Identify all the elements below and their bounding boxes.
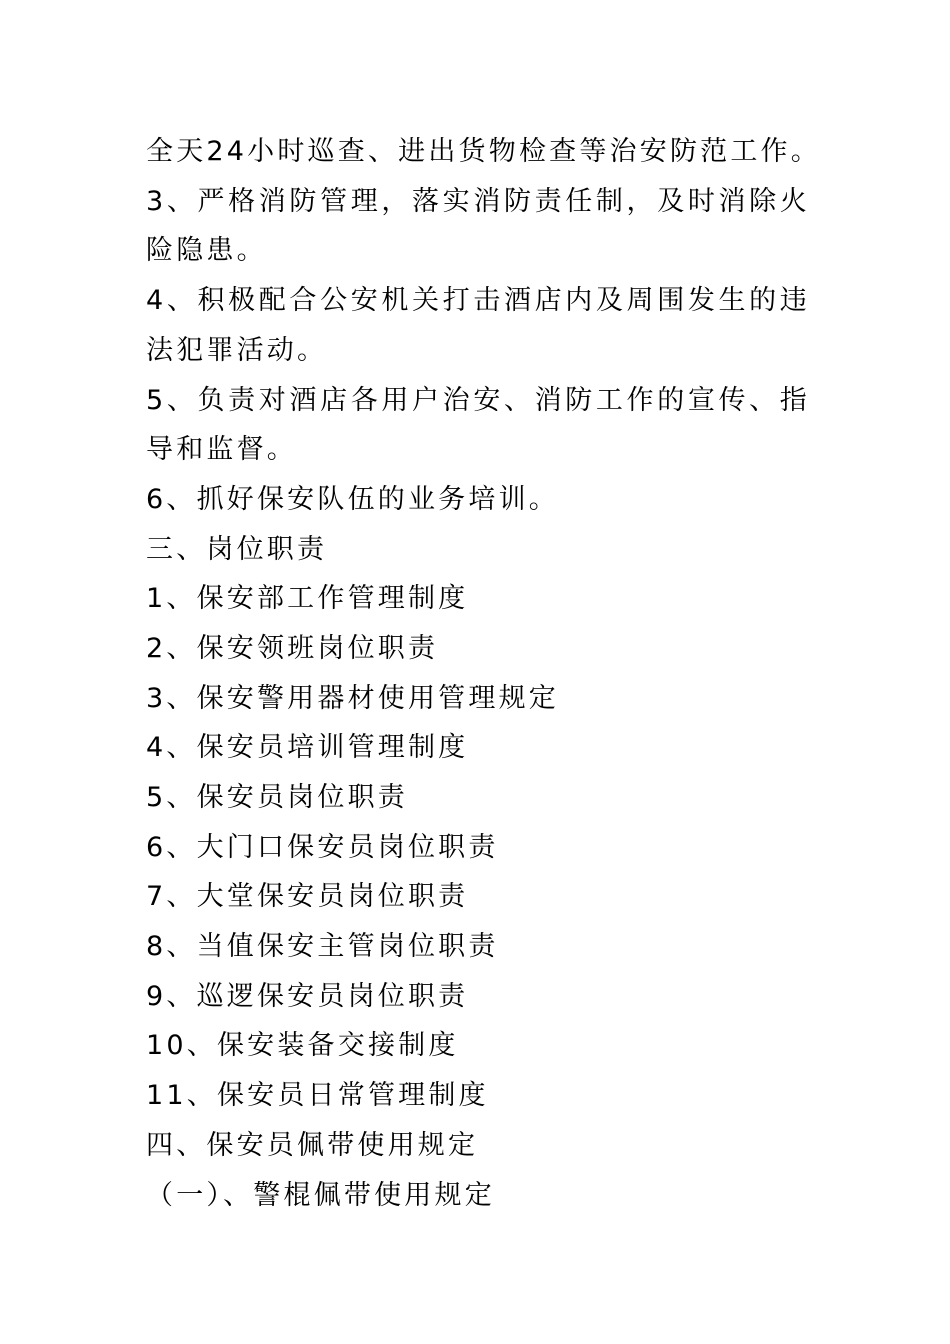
duty-item-1: 1、保安部工作管理制度	[146, 583, 469, 615]
duty-item-2: 2、保安领班岗位职责	[146, 632, 439, 664]
duty-item-8: 8、当值保安主管岗位职责	[146, 931, 499, 963]
section-heading-4: 四、保安员佩带使用规定	[146, 1129, 479, 1161]
duty-item-3: 3、保安警用器材使用管理规定	[146, 682, 559, 714]
document-body	[146, 127, 821, 1220]
duty-item-5: 5、保安员岗位职责	[146, 782, 408, 814]
duty-item-6: 6、大门口保安员岗位职责	[146, 831, 499, 863]
duty-item-4: 4、保安员培训管理制度	[146, 732, 469, 764]
list-item-3: 3、严格消防管理，落实消防责任制，及时消除火险隐患。	[146, 185, 810, 267]
duty-item-7: 7、大堂保安员岗位职责	[146, 881, 469, 913]
list-item-6: 6、抓好保安队伍的业务培训。	[146, 483, 559, 515]
duty-item-10: 10、保安装备交接制度	[146, 1030, 459, 1062]
section-heading-3: 三、岗位职责	[146, 533, 328, 565]
list-item-4: 4、积极配合公安机关打击酒店内及周围发生的违法犯罪活动。	[146, 285, 810, 366]
paragraph-continuation: 全天24小时巡查、进出货物检查等治安防范工作。	[146, 136, 821, 167]
duty-item-11: 11、保安员日常管理制度	[146, 1080, 489, 1112]
duty-item-9: 9、巡逻保安员岗位职责	[146, 980, 469, 1012]
subsection-heading-1: （一）、警棍佩带使用规定	[146, 1179, 495, 1211]
list-item-5: 5、负责对酒店各用户治安、消防工作的宣传、指导和监督。	[146, 384, 810, 466]
